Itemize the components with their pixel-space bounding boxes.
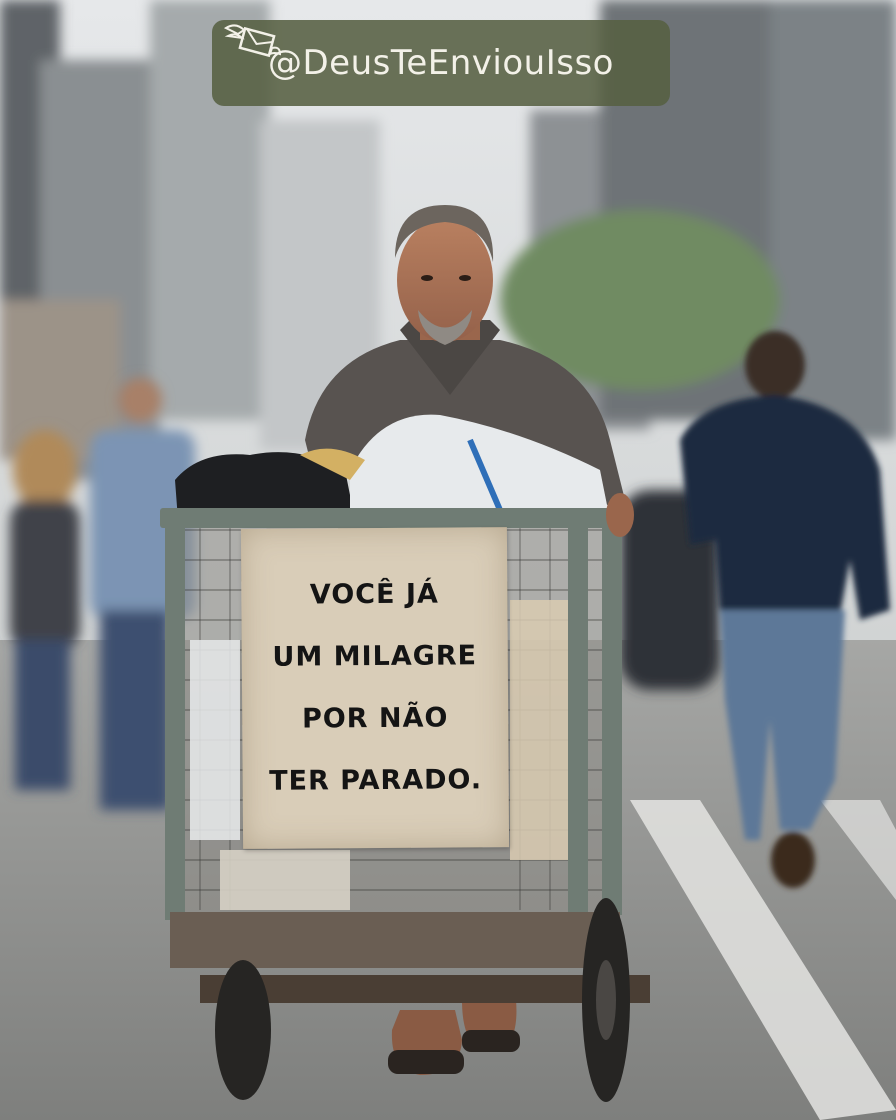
cardboard-sign [241, 527, 509, 849]
sign-line-1: VOCÊ JÁ [309, 578, 439, 611]
sign-line-4: TER PARADO. [269, 764, 483, 797]
watermark-handle [212, 20, 670, 106]
hand [606, 493, 634, 537]
envelope-with-wings-icon [222, 20, 282, 60]
sign-line-2: UM MILAGRE [272, 640, 478, 673]
left-wheel [215, 960, 271, 1100]
watermark-text: @DeusTeEnviouIsso [268, 43, 614, 83]
sign-line-3: POR NÃO [301, 702, 449, 735]
